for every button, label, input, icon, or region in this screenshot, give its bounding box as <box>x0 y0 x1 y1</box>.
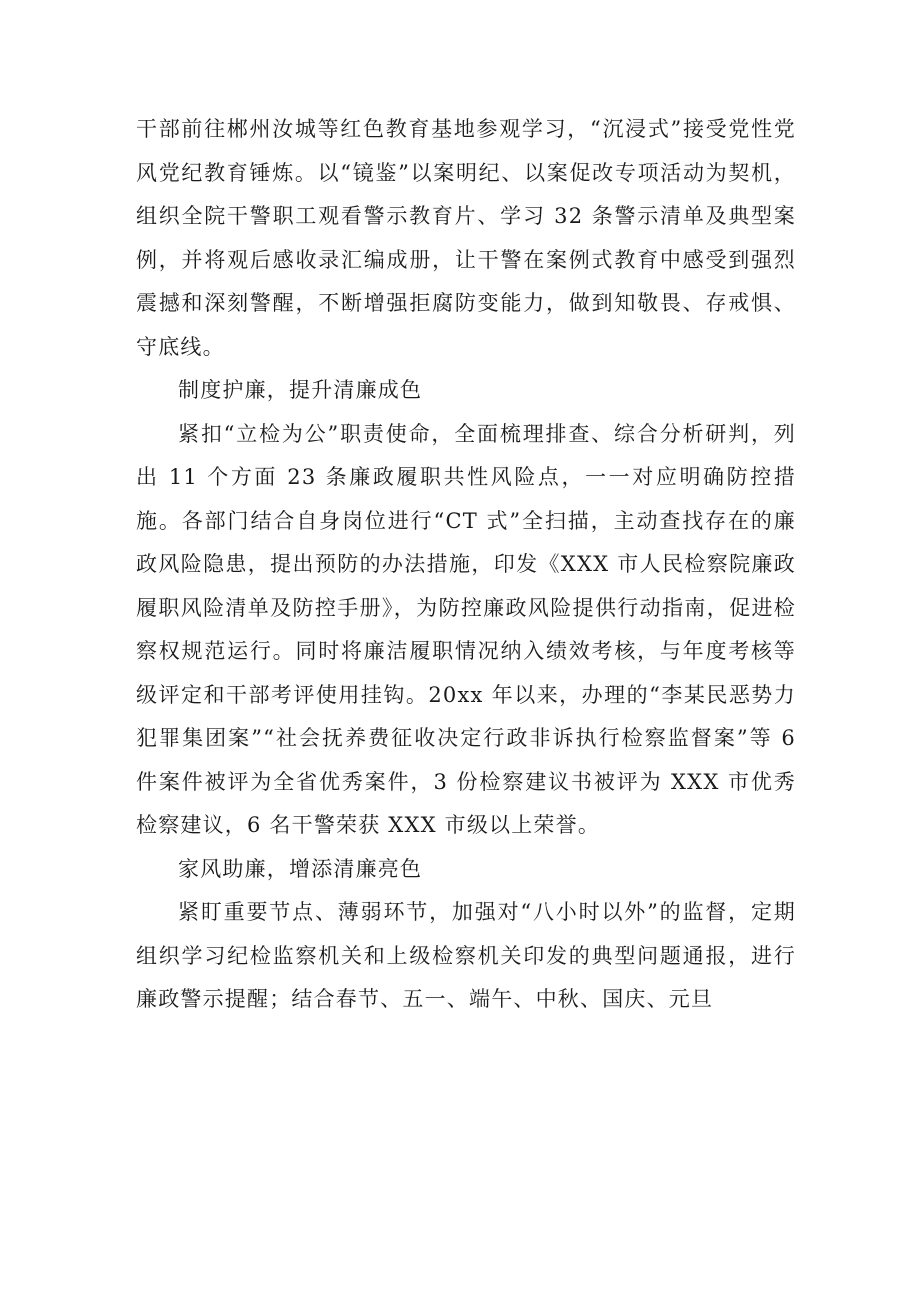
paragraph-education: 干部前往郴州汝城等红色教育基地参观学习，“沉浸式”接受党性党风党纪教育锤炼。以“镜鉴”以案明纪、以案促改专项活动为契机，组织全院干警职工观看警示教育片、学习 32 条警示清单及典型案例，并将观后感收录汇编成册，让干警在案例式教育中感受到强烈震撼和深刻警醒，不断增强拒腐防变能力，做到知敬畏、存戒惧、守底线。 <box>136 117 796 359</box>
section-heading-system: 制度护廉，提升清廉成色 <box>178 378 423 402</box>
document-body <box>136 108 796 1022</box>
paragraph-system: 紧扣“立检为公”职责使命，全面梳理排查、综合分析研判，列出 11 个方面 23 条廉政履职共性风险点，一一对应明确防控措施。各部门结合自身岗位进行“CT 式”全扫描，主动查找存在的廉政风险隐患，提出预防的办法措施，印发《XXX 市人民检察院廉政履职风险清单及防控手册》，为防控廉政风险提供行动指南，促进检察权规范运行。同时将廉洁履职情况纳入绩效考核，与年度考核等级评定和干部考评使用挂钩。20xx 年以来，办理的“李某民恶势力犯罪集团案”“社会抚养费征收决定行政非诉执行检察监督案”等 6 件案件被评为全省优秀案件，3 份检察建议书被评为 XXX 市优秀检察建议，6 名干警荣获 XXX 市级以上荣誉。 <box>136 421 796 837</box>
section-heading-family: 家风助廉，增添清廉亮色 <box>178 856 423 881</box>
paragraph-family: 紧盯重要节点、薄弱环节，加强对“八小时以外”的监督，定期组织学习纪检监察机关和上级检察机关印发的典型问题通报，进行廉政警示提醒；结合春节、五一、端午、中秋、国庆、元旦 <box>136 900 796 1011</box>
